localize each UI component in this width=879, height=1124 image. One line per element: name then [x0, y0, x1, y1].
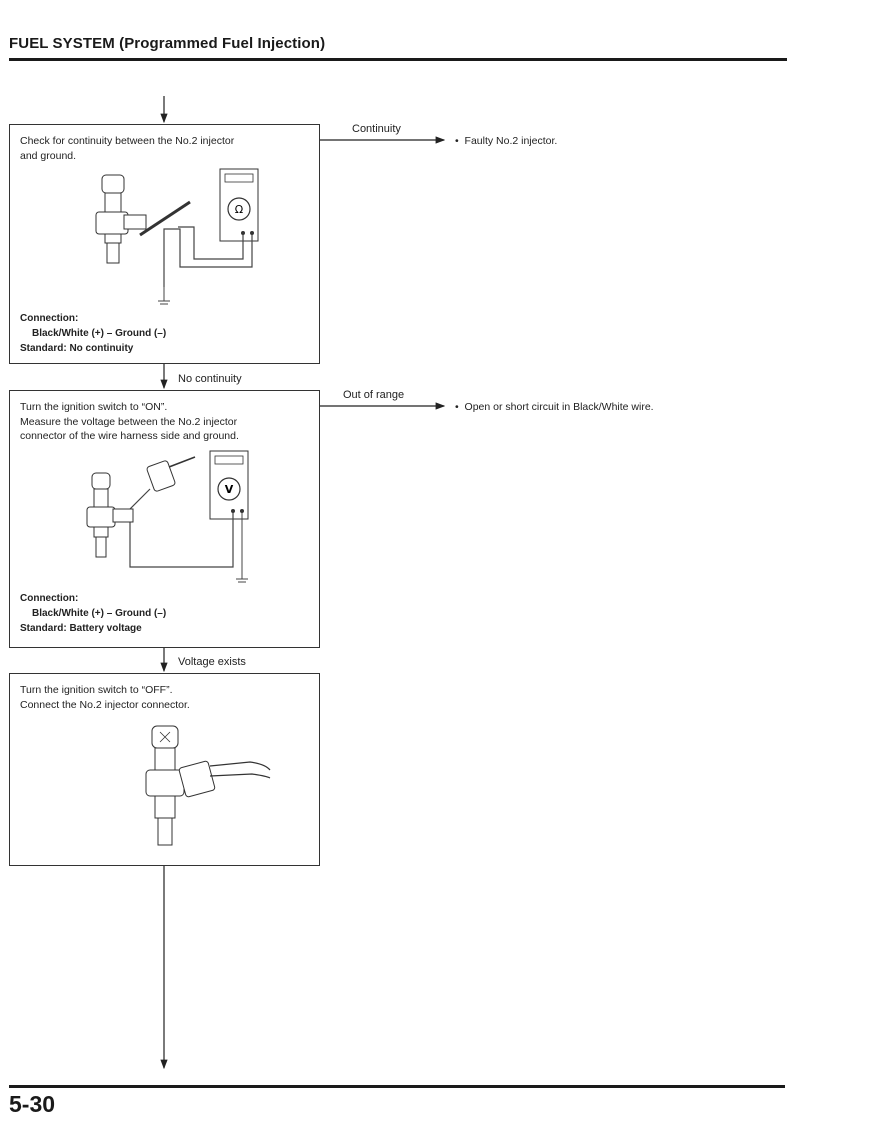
standard-value: Standard: Battery voltage [20, 623, 142, 634]
standard-value: Standard: No continuity [20, 343, 134, 354]
connection-spec [20, 591, 166, 636]
page-title: FUEL SYSTEM (Programmed Fuel Injection) [9, 35, 326, 52]
connection-label: Connection: [20, 313, 79, 324]
result-open-short-circuit [455, 401, 654, 413]
ohmmeter-injector-illustration [80, 167, 280, 307]
instruction-line: Turn the ignition switch to “OFF”. [20, 684, 173, 696]
step-instruction [20, 400, 239, 444]
step-instruction [20, 134, 234, 163]
step-box-voltage-check [9, 390, 320, 648]
instruction-line: Check for continuity between the No.2 injector [20, 135, 235, 147]
step-box-reconnect [9, 673, 320, 866]
injector-connector-illustration [130, 720, 290, 860]
connection-value: Black/White (+) – Ground (–) [32, 608, 167, 619]
footer-rule [9, 1085, 785, 1088]
connection-spec [20, 311, 166, 356]
result-text: Open or short circuit in Black/White wire. [464, 401, 654, 413]
step-box-continuity-check [9, 124, 320, 364]
instruction-line: Turn the ignition switch to “ON”. [20, 401, 168, 413]
bullet: • [455, 401, 459, 413]
instruction-line: connector of the wire harness side and ground. [20, 430, 239, 442]
bullet: • [455, 135, 459, 147]
flow-label-voltage-exists: Voltage exists [178, 656, 246, 668]
branch-label-out-of-range: Out of range [343, 389, 405, 401]
result-text: Faulty No.2 injector. [464, 135, 558, 147]
instruction-line: Connect the No.2 injector connector. [20, 698, 190, 711]
connection-value: Black/White (+) – Ground (–) [32, 328, 167, 339]
branch-label-continuity: Continuity [352, 123, 401, 135]
connection-label: Connection: [20, 593, 79, 604]
page-number: 5-30 [9, 1091, 56, 1117]
meter-symbol: Ω [234, 203, 244, 216]
instruction-line: Measure the voltage between the No.2 injector [20, 415, 238, 428]
result-faulty-injector [455, 135, 557, 147]
instruction-line: and ground. [20, 149, 77, 162]
meter-symbol: V [224, 483, 234, 496]
flow-label-no-continuity: No continuity [178, 373, 242, 385]
voltmeter-connector-illustration [75, 449, 275, 599]
step-instruction [20, 683, 190, 712]
